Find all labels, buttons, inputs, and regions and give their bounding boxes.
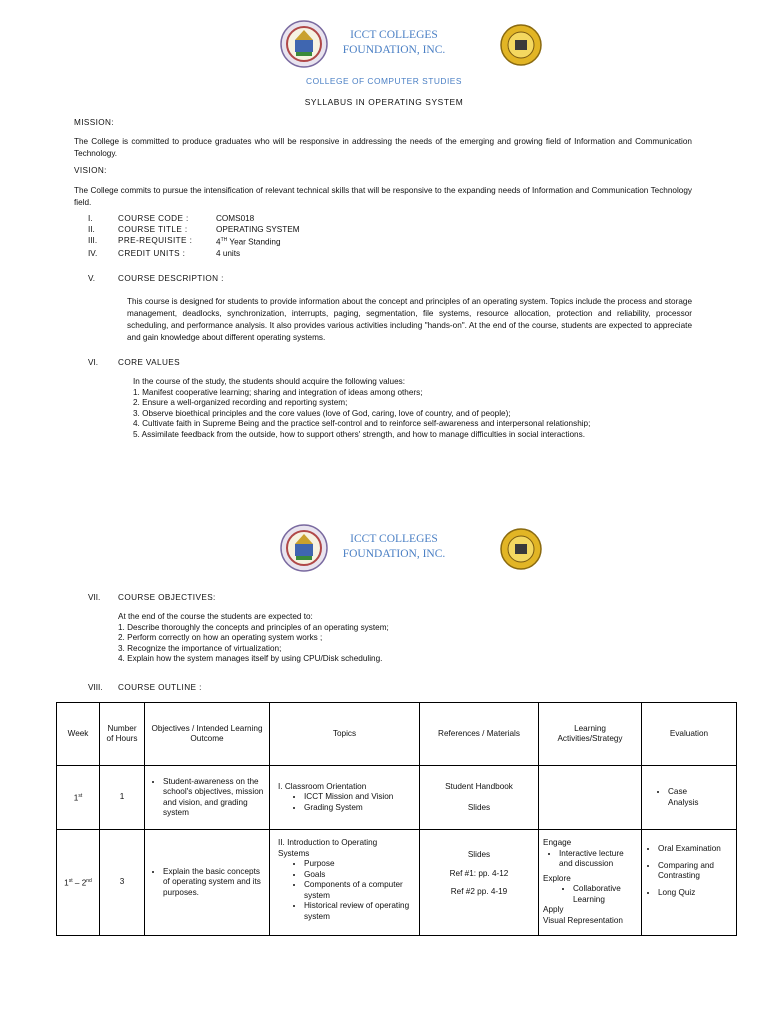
- list-item: • Comparing and Contrasting: [658, 861, 732, 882]
- objective-cell: [145, 766, 270, 830]
- column-header: Evaluation: [642, 703, 737, 766]
- list-item: 1. Manifest cooperative learning; sharing and integration of ideas among others;: [133, 387, 423, 397]
- document-title: SYLLABUS IN OPERATING SYSTEM: [304, 97, 464, 107]
- activity-phase: Engage: [543, 838, 572, 847]
- objectives-intro: At the end of the course the students are expected to:: [118, 612, 313, 621]
- course-title-row: [88, 224, 488, 235]
- description-heading: [88, 273, 224, 284]
- column-header: Week: [57, 703, 100, 766]
- column-header: Learning Activities/Strategy: [539, 703, 642, 766]
- list-item: 3. Observe bioethical principles and the core values (love of God, caring, love of country, and of people);: [133, 408, 511, 418]
- activity-phase: Explore: [543, 873, 571, 883]
- mission-label: MISSION:: [74, 118, 115, 127]
- table-row: [57, 830, 737, 936]
- references-cell: [420, 830, 539, 936]
- roman-numeral: IV.: [88, 248, 98, 258]
- objectives-label: COURSE OBJECTIVES:: [118, 593, 216, 602]
- roman-numeral: VI.: [88, 358, 99, 367]
- outline-label: COURSE OUTLINE :: [118, 683, 202, 692]
- course-title-label: COURSE TITLE :: [118, 225, 188, 234]
- evaluation-cell: [642, 830, 737, 936]
- school-name-line1: ICCT COLLEGES: [350, 533, 438, 545]
- list-item: • Collaborative Learning: [573, 884, 637, 905]
- course-code-row: [88, 213, 488, 224]
- table-header-row: [57, 703, 737, 766]
- list-item: 2. Perform correctly on how an operating system works ;: [118, 633, 323, 642]
- topic-heading: I. Classroom Orientation: [278, 781, 367, 791]
- roman-numeral: V.: [88, 274, 95, 283]
- list-item: • Goals: [304, 870, 415, 881]
- column-header: Topics: [270, 703, 420, 766]
- topics-cell: [270, 766, 420, 830]
- reference-item: Slides: [467, 802, 491, 812]
- list-item: • Student-awareness on the school's objectives, mission and vision, and grading system: [163, 777, 265, 819]
- roman-numeral: III.: [88, 236, 98, 245]
- reference-item: Ref #2 pp. 4-19: [450, 887, 508, 896]
- objective-cell: [145, 830, 270, 936]
- column-header: Objectives / Intended Learning Outcome: [145, 703, 270, 766]
- activities-cell: [539, 766, 642, 830]
- school-name-line2: FOUNDATION, INC.: [342, 44, 446, 56]
- column-header: Number of Hours: [100, 703, 145, 766]
- list-item: 3. Recognize the importance of virtualization;: [118, 643, 282, 653]
- column-header: References / Materials: [420, 703, 539, 766]
- activity-phase: Apply: [543, 905, 564, 914]
- evaluation-cell: [642, 766, 737, 830]
- list-item: 2. Ensure a well-organized recording and reporting system;: [133, 398, 348, 407]
- college-name: COLLEGE OF COMPUTER STUDIES: [306, 76, 462, 86]
- list-item: • Components of a computer system: [304, 880, 415, 901]
- reference-item: Student Handbook: [445, 782, 513, 791]
- course-info-list: [88, 213, 488, 259]
- list-item: • Historical review of operating system: [304, 901, 415, 922]
- topic-heading: II. Introduction to Operating Systems: [278, 838, 378, 858]
- objectives-heading: [88, 592, 216, 603]
- course-outline-table: [56, 702, 737, 936]
- week-cell: 1st – 2nd: [57, 830, 100, 936]
- activity-item: Visual Representation: [543, 915, 623, 925]
- hours-cell: 3: [100, 830, 145, 936]
- course-code-label: COURSE CODE :: [118, 214, 189, 223]
- prerequisite-label: PRE-REQUISITE :: [118, 236, 193, 245]
- course-title-value: OPERATING SYSTEM: [216, 225, 300, 234]
- list-item: • Explain the basic concepts of operating system and its purposes.: [163, 867, 265, 899]
- roman-numeral: VIII.: [88, 683, 103, 692]
- school-name-line1: ICCT COLLEGES: [350, 29, 438, 41]
- list-item: 1. Describe thoroughly the concepts and principles of an operating system;: [118, 622, 389, 632]
- list-item: • ICCT Mission and Vision: [304, 792, 415, 803]
- reference-item: Slides: [467, 850, 491, 859]
- school-name-line2: FOUNDATION, INC.: [342, 548, 446, 560]
- week-cell: 1st: [57, 766, 100, 830]
- icct-seal-icon: [280, 20, 328, 68]
- list-item: • Grading System: [304, 803, 415, 814]
- table-row: [57, 766, 737, 830]
- icct-seal-icon: [280, 524, 328, 572]
- description-label: COURSE DESCRIPTION :: [118, 274, 224, 283]
- credit-units-label: CREDIT UNITS :: [118, 248, 186, 258]
- credit-units-row: [88, 248, 488, 259]
- vision-label: VISION:: [74, 166, 107, 175]
- list-item: • Case Analysis: [668, 787, 712, 808]
- description-text: This course is designed for students to provide information about the concept and principles of an operating system. Topics include the process and storage management, deadlocks, synchronization, interrupts, paging, segmentation, file systems, resource allocation, protection and reliability, processor scheduling, and performance analysis. It also provides various activities including "hands-on". At the end of the course, students are expected to appreciate and gain knowledge about different operating systems.: [127, 297, 692, 342]
- list-item: 5. Assimilate feedback from the outside, how to support others' strength, and how to manage difficulties in social interactions.: [133, 429, 585, 439]
- credit-units-value: 4 units: [216, 248, 241, 258]
- roman-numeral: II.: [88, 225, 95, 234]
- core-values-label: CORE VALUES: [118, 358, 181, 367]
- topics-cell: [270, 830, 420, 936]
- core-values-heading: [88, 357, 180, 368]
- list-item: • Long Quiz: [658, 888, 732, 899]
- core-values-list: [133, 377, 733, 440]
- vision-text: The College commits to pursue the intensification of relevant technical skills that will be responsive to the expanding needs of Information and Communication Technology field.: [74, 186, 692, 207]
- hours-cell: 1: [100, 766, 145, 830]
- gold-seal-icon: [500, 528, 542, 570]
- core-values-intro: In the course of the study, the students should acquire the following values:: [133, 377, 406, 386]
- list-item: • Interactive lecture and discussion: [559, 849, 637, 870]
- roman-numeral: I.: [88, 214, 93, 223]
- list-item: 4. Explain how the system manages itself by using CPU/Disk scheduling.: [118, 654, 383, 663]
- list-item: 4. Cultivate faith in Supreme Being and the practice self-control and to reinforce self-awareness and interpersonal relationship;: [133, 419, 591, 428]
- prerequisite-value: 4TH Year Standing: [216, 237, 281, 247]
- outline-heading: [88, 682, 202, 693]
- mission-text: The College is committed to produce graduates who will be responsive in addressing the needs of the emerging and growing field of Information and Communication Technology.: [74, 137, 692, 158]
- course-code-value: COMS018: [216, 214, 255, 223]
- list-item: • Oral Examination: [658, 844, 732, 855]
- list-item: • Purpose: [304, 859, 415, 870]
- activities-cell: [539, 830, 642, 936]
- gold-seal-icon: [500, 24, 542, 66]
- reference-item: Ref #1: pp. 4-12: [449, 868, 509, 878]
- objectives-list: [118, 612, 718, 665]
- roman-numeral: VII.: [88, 593, 101, 602]
- prerequisite-row: [88, 235, 488, 248]
- references-cell: [420, 766, 539, 830]
